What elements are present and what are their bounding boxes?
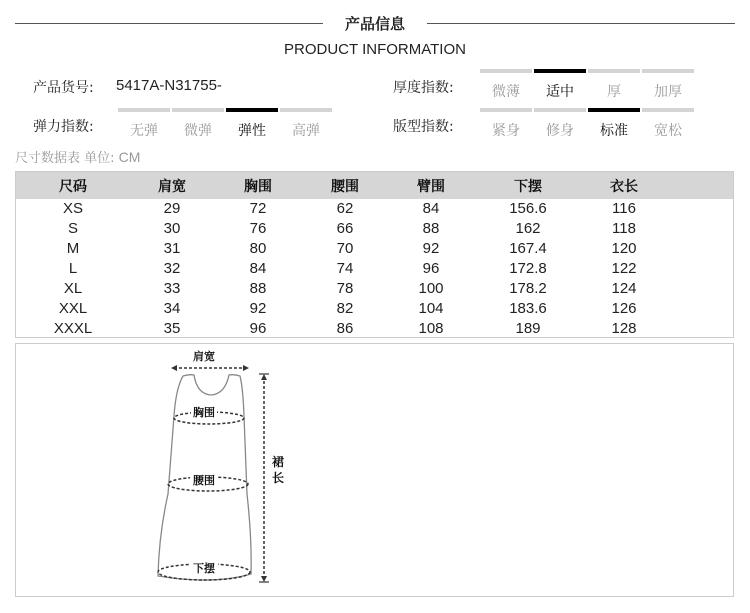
table-cell: 120 bbox=[611, 240, 637, 257]
fit-option: 标准 bbox=[588, 108, 640, 138]
table-cell: 72 bbox=[249, 200, 267, 217]
table-cell: 70 bbox=[336, 240, 354, 257]
table-cell: 29 bbox=[163, 200, 181, 217]
size-chart-caption-text: 尺寸数据表 单位: bbox=[15, 151, 115, 166]
table-cell: S bbox=[67, 220, 78, 237]
table-cell: 104 bbox=[418, 300, 444, 317]
table-cell: XS bbox=[62, 200, 83, 217]
size-table bbox=[15, 171, 734, 338]
table-cell: XL bbox=[63, 280, 83, 297]
length-label-2: 长 bbox=[271, 471, 285, 485]
thickness-option: 适中 bbox=[534, 69, 586, 99]
thickness-option: 加厚 bbox=[642, 69, 694, 99]
column-header: 下摆 bbox=[514, 179, 542, 195]
fit-scale bbox=[480, 108, 694, 138]
elasticity-scale bbox=[118, 108, 332, 138]
shoulder-arrow-right bbox=[243, 365, 249, 371]
table-cell: 178.2 bbox=[509, 280, 547, 297]
length-label-1: 裙 bbox=[271, 455, 285, 469]
column-header: 衣长 bbox=[610, 179, 638, 195]
table-cell: 88 bbox=[422, 220, 440, 237]
table-cell: XXL bbox=[58, 300, 88, 317]
table-cell: 34 bbox=[163, 300, 181, 317]
elasticity-option: 高弹 bbox=[280, 108, 332, 138]
thickness-scale bbox=[480, 69, 694, 99]
table-cell: 33 bbox=[163, 280, 181, 297]
table-cell: 82 bbox=[336, 300, 354, 317]
table-cell: 32 bbox=[163, 260, 181, 277]
page-title: 产品信息 bbox=[344, 15, 405, 33]
table-cell: 62 bbox=[336, 200, 354, 217]
table-cell: 86 bbox=[336, 320, 354, 337]
table-cell: 92 bbox=[422, 240, 440, 257]
waist-label: 腰围 bbox=[193, 474, 215, 487]
table-cell: XXXL bbox=[53, 320, 93, 337]
item-no-value: 5417A-N31755- bbox=[116, 77, 222, 94]
table-cell: 189 bbox=[515, 320, 541, 337]
page-subtitle: PRODUCT INFORMATION bbox=[284, 41, 466, 58]
shoulder-arrow-left bbox=[171, 365, 177, 371]
table-cell: 35 bbox=[163, 320, 181, 337]
table-cell: 80 bbox=[249, 240, 267, 257]
table-cell: 74 bbox=[336, 260, 354, 277]
table-cell: 31 bbox=[163, 240, 181, 257]
table-cell: 84 bbox=[422, 200, 440, 217]
table-cell: 30 bbox=[163, 220, 181, 237]
fit-option: 紧身 bbox=[480, 108, 532, 138]
dress-diagram-svg bbox=[16, 344, 735, 598]
elasticity-option: 微弹 bbox=[172, 108, 224, 138]
column-header: 尺码 bbox=[59, 179, 87, 195]
table-cell: 183.6 bbox=[509, 300, 547, 317]
table-cell: M bbox=[66, 240, 80, 257]
table-cell: 78 bbox=[336, 280, 354, 297]
table-cell: 128 bbox=[611, 320, 637, 337]
table-cell: 156.6 bbox=[509, 200, 547, 217]
item-no-label: 产品货号: bbox=[33, 80, 94, 96]
shoulder-label: 肩宽 bbox=[193, 350, 215, 363]
table-cell: 162 bbox=[515, 220, 541, 237]
table-cell: 88 bbox=[249, 280, 267, 297]
table-cell: 126 bbox=[611, 300, 637, 317]
thickness-option: 厚 bbox=[588, 69, 640, 99]
column-header: 肩宽 bbox=[158, 179, 186, 195]
table-cell: 172.8 bbox=[509, 260, 547, 277]
table-cell: 96 bbox=[249, 320, 267, 337]
size-chart-unit: CM bbox=[118, 149, 141, 165]
fit-label: 版型指数: bbox=[393, 119, 454, 135]
column-header: 臂围 bbox=[417, 179, 445, 195]
table-cell: 100 bbox=[418, 280, 444, 297]
table-cell: 124 bbox=[611, 280, 637, 297]
size-table-header bbox=[16, 172, 733, 199]
thickness-option: 微薄 bbox=[480, 69, 532, 99]
table-cell: 116 bbox=[612, 200, 636, 217]
column-header: 腰围 bbox=[331, 179, 359, 195]
elasticity-option: 弹性 bbox=[226, 108, 278, 138]
elasticity-option: 无弹 bbox=[118, 108, 170, 138]
table-cell: 118 bbox=[612, 220, 636, 237]
length-arrow-top bbox=[261, 374, 267, 380]
column-header: 胸围 bbox=[244, 179, 272, 195]
fit-option: 修身 bbox=[534, 108, 586, 138]
table-cell: 92 bbox=[249, 300, 267, 317]
fit-option: 宽松 bbox=[642, 108, 694, 138]
table-cell: 66 bbox=[336, 220, 354, 237]
table-cell: 96 bbox=[422, 260, 440, 277]
size-chart-caption bbox=[15, 147, 140, 166]
table-cell: 122 bbox=[611, 260, 637, 277]
table-cell: L bbox=[68, 260, 78, 277]
hem-label: 下摆 bbox=[193, 562, 215, 575]
table-cell: 167.4 bbox=[509, 240, 547, 257]
table-cell: 108 bbox=[418, 320, 444, 337]
length-arrow-bottom bbox=[261, 576, 267, 582]
chest-label: 胸围 bbox=[193, 406, 215, 419]
header-line-right bbox=[427, 23, 735, 24]
garment-diagram bbox=[15, 343, 734, 597]
elasticity-label: 弹力指数: bbox=[33, 119, 94, 135]
table-cell: 84 bbox=[249, 260, 267, 277]
table-cell: 76 bbox=[249, 220, 267, 237]
thickness-label: 厚度指数: bbox=[393, 80, 454, 96]
